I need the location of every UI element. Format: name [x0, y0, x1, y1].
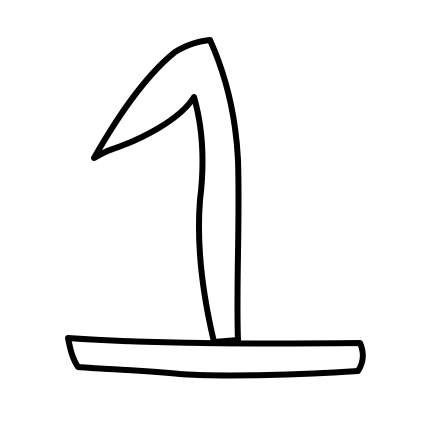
digit-one-body-outline	[94, 40, 239, 342]
digit-one-base-outline	[68, 338, 363, 375]
